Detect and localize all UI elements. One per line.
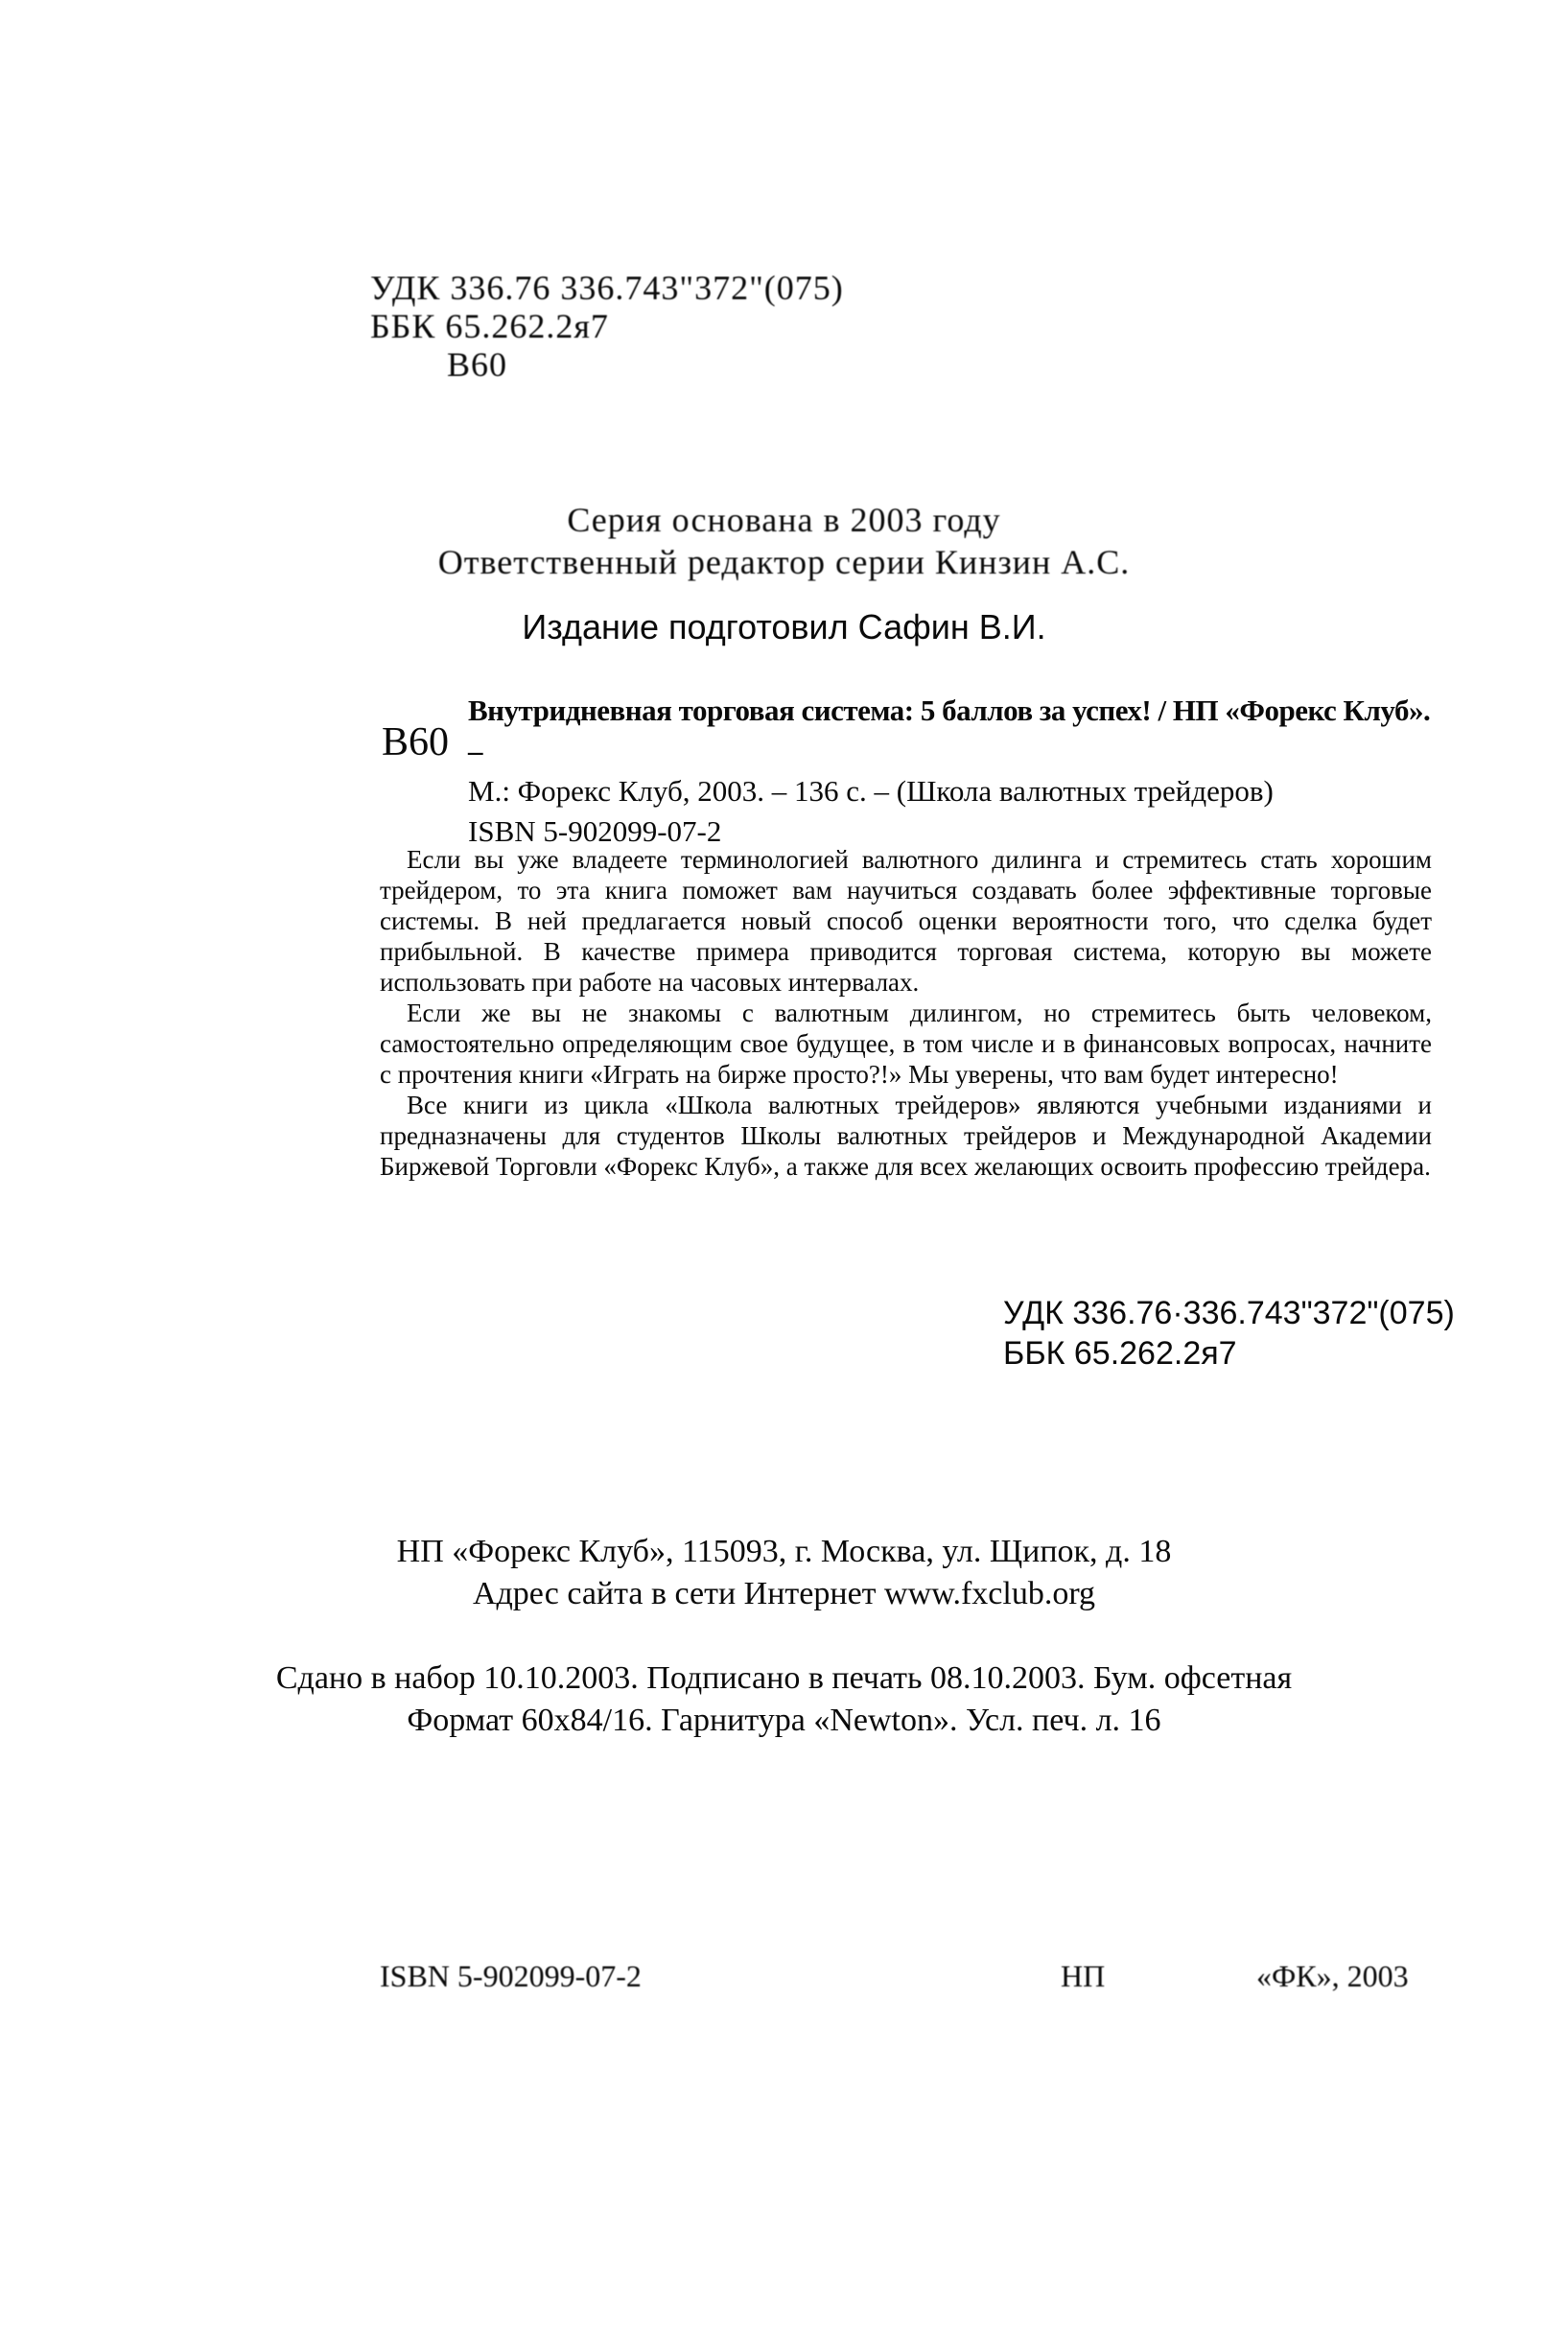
catalog-mark: В60 — [382, 720, 450, 764]
publication-line: М.: Форекс Клуб, 2003. – 136 с. – (Школа валютных трейдеров) — [468, 774, 1274, 808]
footer-copyright-year: «ФК», 2003 — [1256, 1959, 1409, 1993]
top-bbk-code: ББК 65.262.2я7 — [370, 307, 609, 345]
classification-codes — [1003, 1293, 1455, 1374]
publisher-website: Адрес сайта в сети Интернет www.fxclub.org — [472, 1576, 1096, 1611]
top-author-code: В60 — [447, 345, 508, 384]
printing-line-1: Сдано в набор 10.10.2003. Подписано в печать 08.10.2003. Бум. офсетная — [275, 1660, 1293, 1696]
series-founded: Серия основана в 2003 году — [567, 501, 1001, 539]
book-title-line: Внутридневная торговая система: 5 баллов за успех! / НП «Форекс Клуб». – — [468, 693, 1431, 767]
top-udk-code: УДК 336.76 336.743"372"(075) — [370, 269, 844, 307]
bbk-code: ББК 65.262.2я7 — [1003, 1335, 1237, 1372]
printing-details — [0, 1657, 1568, 1742]
printing-line-2: Формат 60х84/16. Гарнитура «Newton». Усл. печ. л. 16 — [407, 1703, 1161, 1738]
footer-isbn: ISBN 5-902099-07-2 — [380, 1959, 642, 1993]
book-abstract — [380, 844, 1432, 1182]
series-info — [0, 499, 1568, 583]
udk-code: УДК 336.76·336.743"372"(075) — [1003, 1295, 1455, 1331]
publisher-address: НП «Форекс Клуб», 115093, г. Москва, ул. Щипок, д. 18 — [396, 1534, 1172, 1569]
footer-copyright-holder: НП — [1061, 1959, 1106, 1993]
abstract-paragraph: Если же вы не знакомы с валютным дилингом, но стремитесь быть человеком, самостоятельно определяющим свое будущее, в том числе и в финансовых вопросах, начните с прочтения книги «Играть на бирже просто?!» Мы уверены, что вам будет интересно! — [380, 999, 1432, 1089]
prepared-by: Издание подготовил Сафин В.И. — [522, 607, 1046, 646]
series-editor: Ответственный редактор серии Кинзин А.С. — [437, 543, 1131, 581]
isbn-line: ISBN 5-902099-07-2 — [468, 814, 722, 848]
abstract-paragraph: Все книги из цикла «Школа валютных трейдеров» являются учебными изданиями и предназначены для студентов Школы валютных трейдеров и Международной Академии Биржевой Торговли «Форекс Клуб», а также для всех желающих освоить профессию трейдера. — [380, 1091, 1432, 1181]
bibliographic-record — [468, 691, 1446, 852]
abstract-paragraph: Если вы уже владеете терминологией валютного дилинга и стремитесь стать хорошим трейдером, то эта книга поможет вам научиться создавать более эффективные торговые системы. В ней предлагается новый способ оценки вероятности того, что сделка будет прибыльной. В качестве примера приводится торговая система, которую вы можете использовать при работе на часовых интервалах. — [380, 845, 1432, 997]
publisher-info — [0, 1531, 1568, 1615]
